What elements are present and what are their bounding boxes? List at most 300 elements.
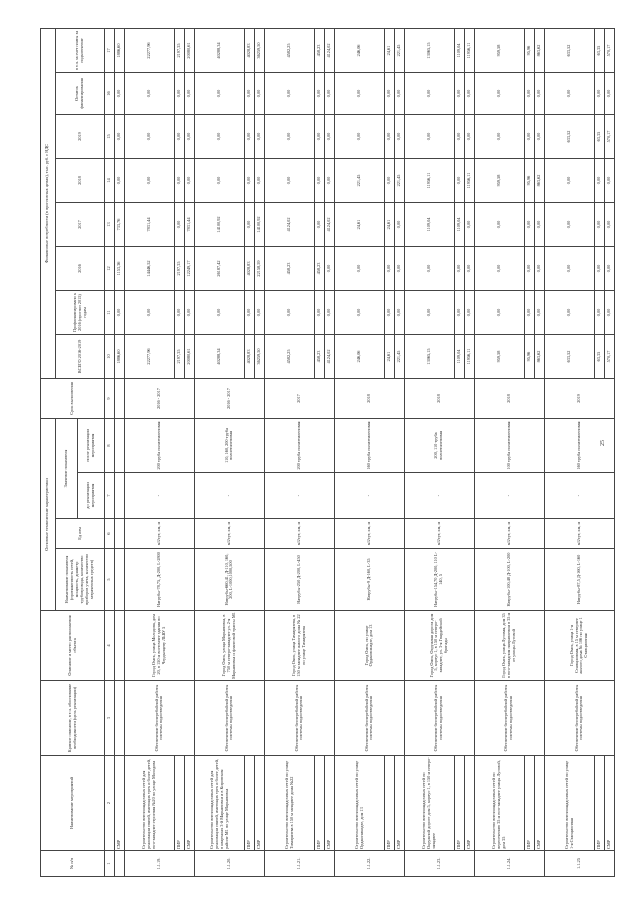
value-cell: 0,00 bbox=[315, 159, 325, 203]
value-cell: 0,00 bbox=[175, 203, 185, 247]
value-cell: 0,00 bbox=[185, 73, 195, 115]
value-cell: 0,00 bbox=[395, 203, 405, 247]
value-cell: 7831,44 bbox=[185, 203, 195, 247]
value-cell: 0,00 bbox=[385, 115, 395, 159]
item-after: 160 труба полиэтиленовая bbox=[544, 419, 614, 473]
item-before: - bbox=[125, 473, 195, 519]
value-cell: 0,00 bbox=[245, 73, 255, 115]
item-location: Город Омск, улица Тимирязева, в 150 м западнее жилого дома № 22 по улице Тимирязева bbox=[264, 611, 334, 681]
row-label: ПИР bbox=[315, 756, 325, 851]
value-cell: 0,00 bbox=[535, 115, 545, 159]
hdr-unit: Ед изм bbox=[55, 519, 105, 549]
value-cell: 0,00 bbox=[525, 291, 535, 335]
row-label: ПИР bbox=[595, 756, 605, 851]
empty-cell bbox=[115, 473, 125, 519]
item-location: Город Омск, по улице Орджоникидзе, дом 13 bbox=[334, 611, 404, 681]
hdr-prof: Профинансировано к 2016 (прогноз 2015) годам bbox=[55, 291, 105, 335]
value-cell: 0,00 bbox=[194, 73, 244, 115]
item-after: 160 труба полиэтиленовая bbox=[334, 419, 404, 473]
item-unit: м3/сут, км, м bbox=[194, 519, 264, 549]
item-before: - bbox=[544, 473, 614, 519]
hdr-2018: 2018 bbox=[55, 159, 105, 203]
value-cell: 2197,35 bbox=[175, 335, 185, 379]
value-cell: 7831,44 bbox=[125, 203, 175, 247]
value-cell: 0,00 bbox=[334, 247, 384, 291]
column-number: 7 bbox=[105, 473, 115, 519]
value-cell: 0,00 bbox=[474, 291, 524, 335]
rotated-table-area bbox=[40, 30, 615, 877]
item-name: Строительство внеплощадочных сетей для реализации связей, имеющих трех и более детей, юго-западнее строения №20 по улице Молодова bbox=[125, 756, 175, 851]
item-after: 200 труба полиэтиленовая bbox=[125, 419, 195, 473]
item-term: 2017 bbox=[264, 379, 334, 419]
value-cell: 95,96 bbox=[525, 335, 535, 379]
value-cell: 0,00 bbox=[264, 159, 314, 203]
value-cell: 0,00 bbox=[175, 73, 185, 115]
column-number: 5 bbox=[105, 549, 115, 611]
row-label: СМР bbox=[115, 756, 125, 851]
hdr-after: после реализации мероприятия bbox=[78, 419, 105, 473]
item-parameter: Натрубы-250 Д-200, L-450 bbox=[264, 549, 334, 611]
value-cell: 0,00 bbox=[544, 291, 594, 335]
value-cell: 36259,50 bbox=[255, 335, 265, 379]
value-cell: 0,00 bbox=[605, 73, 615, 115]
value-cell: 0,00 bbox=[395, 73, 405, 115]
hdr-2017: 2017 bbox=[55, 203, 105, 247]
row-label: ПИР bbox=[245, 756, 255, 851]
item-unit: м3/сут, км, м bbox=[404, 519, 474, 549]
hdr-location: Описание и место расположения объекта bbox=[41, 611, 105, 681]
value-cell: 0,00 bbox=[175, 159, 185, 203]
hdr-2016: 2016 bbox=[55, 247, 105, 291]
value-cell: 959,58 bbox=[474, 335, 524, 379]
value-cell: 0,00 bbox=[245, 159, 255, 203]
value-cell: 0,00 bbox=[385, 291, 395, 335]
item-parameter: Натрубы-9 Д-160, L-35 bbox=[334, 549, 404, 611]
value-cell: 0,00 bbox=[325, 115, 335, 159]
value-cell: 4582,25 bbox=[264, 29, 314, 73]
value-cell: 22277,96 bbox=[125, 29, 175, 73]
value-cell: 733,76 bbox=[115, 203, 125, 247]
item-description: Обеспечение бесперебойной работы системы водоотведения bbox=[125, 681, 195, 756]
value-cell: 0,00 bbox=[474, 73, 524, 115]
value-cell: 570,17 bbox=[605, 29, 615, 73]
value-cell: 1109,04 bbox=[455, 203, 465, 247]
item-parameter: Натрубы-100,48 Д-100, L-200 bbox=[474, 549, 544, 611]
value-cell: 1109,04 bbox=[455, 29, 465, 73]
value-cell: 0,00 bbox=[125, 291, 175, 335]
value-cell: 22158,59 bbox=[255, 247, 265, 291]
value-cell: 13065,15 bbox=[404, 29, 454, 73]
table-row bbox=[474, 29, 524, 877]
value-cell: 221,45 bbox=[395, 159, 405, 203]
value-cell: 0,00 bbox=[194, 115, 244, 159]
item-before: - bbox=[474, 473, 544, 519]
row-label: ПИР bbox=[385, 756, 395, 851]
item-location: Город Омск, улица Молодова, дом 20, в 150 м восточнее здания по Чердынцеву ЛЬВУ 5 bbox=[125, 611, 195, 681]
value-cell: 0,00 bbox=[395, 291, 405, 335]
value-cell: 959,58 bbox=[474, 29, 524, 73]
value-cell: 0,00 bbox=[465, 291, 475, 335]
value-cell: 20080,61 bbox=[185, 29, 195, 73]
value-cell: 40288,34 bbox=[194, 335, 244, 379]
value-cell: 4124,02 bbox=[325, 335, 335, 379]
value-cell: 221,45 bbox=[395, 335, 405, 379]
row-label: СМР bbox=[605, 756, 615, 851]
value-cell: 0,00 bbox=[185, 291, 195, 335]
value-cell: 0,00 bbox=[325, 291, 335, 335]
value-cell: 1886,60 bbox=[115, 335, 125, 379]
value-cell: 0,00 bbox=[194, 159, 244, 203]
value-cell: 0,00 bbox=[115, 291, 125, 335]
item-term: 2018 bbox=[474, 379, 544, 419]
value-cell: 0,00 bbox=[404, 247, 454, 291]
value-cell: 26187,42 bbox=[194, 247, 244, 291]
column-number: 14 bbox=[105, 159, 115, 203]
item-name: Строительство внеплощадочных сетей по улице Орджоникидзе, дом 13 bbox=[334, 756, 384, 851]
column-number: 9 bbox=[105, 379, 115, 419]
item-after: 200, 110 труба полиэтиленовая bbox=[404, 419, 474, 473]
column-number: 11 bbox=[105, 291, 115, 335]
item-unit: м3/сут, км, м bbox=[474, 519, 544, 549]
row-label: СМР bbox=[255, 756, 265, 851]
hdr-name: Наименование мероприятий bbox=[41, 756, 105, 851]
value-cell: 4028,83 bbox=[245, 335, 255, 379]
value-cell: 0,00 bbox=[455, 115, 465, 159]
item-before: - bbox=[334, 473, 404, 519]
value-cell: 0,00 bbox=[255, 291, 265, 335]
column-number: 16 bbox=[105, 73, 115, 115]
item-term: 2016 - 2017 bbox=[125, 379, 195, 419]
column-number: 13 bbox=[105, 203, 115, 247]
item-name: Строительство внеплощадочных сетей по пересечению 35 м юго-западнее улицы Луговой, дом 35 bbox=[474, 756, 524, 851]
value-cell: 863,62 bbox=[535, 159, 545, 203]
value-cell: 458,23 bbox=[264, 247, 314, 291]
value-cell: 0,00 bbox=[334, 73, 384, 115]
item-unit: м3/сут, км, м bbox=[125, 519, 195, 549]
value-cell: 0,00 bbox=[544, 203, 594, 247]
value-cell: 0,00 bbox=[125, 159, 175, 203]
hdr-tech-group: Основные технические характеристики bbox=[41, 419, 56, 611]
hdr-before: до реализации мероприятия bbox=[78, 473, 105, 519]
value-cell: 863,62 bbox=[535, 29, 545, 73]
row-label: ПИР bbox=[525, 756, 535, 851]
hdr-fin-group: Финансовые потребности (в прогнозных ценах), тыс. руб. с НДС bbox=[41, 29, 56, 379]
item-location: Город Омск, улица 1-я Станционная, в 15 м севернее жилого дома № 106 по улице 1 Станционная bbox=[544, 611, 614, 681]
value-cell: 0,00 bbox=[455, 73, 465, 115]
item-number: 1.1.21. bbox=[264, 851, 334, 877]
item-parameter: Натрубы-154,70 Д-200, 110 L-140, 5 bbox=[404, 549, 474, 611]
value-cell: 14100,92 bbox=[255, 203, 265, 247]
value-cell: 0,00 bbox=[404, 291, 454, 335]
value-cell: 0,00 bbox=[465, 73, 475, 115]
item-number: 1.1.23. bbox=[404, 851, 474, 877]
item-number: 1.1.22. bbox=[334, 851, 404, 877]
value-cell: 40288,34 bbox=[194, 29, 244, 73]
value-cell: 0,00 bbox=[525, 115, 535, 159]
value-cell: 0,00 bbox=[315, 73, 325, 115]
value-cell: 63,35 bbox=[595, 115, 605, 159]
value-cell: 63,35 bbox=[595, 335, 605, 379]
value-cell: 0,00 bbox=[605, 247, 615, 291]
value-cell: 0,00 bbox=[315, 291, 325, 335]
value-cell: 458,23 bbox=[315, 335, 325, 379]
hdr-2019: 2019 bbox=[55, 115, 105, 159]
value-cell: 22277,96 bbox=[125, 335, 175, 379]
column-number: 1 bbox=[105, 851, 115, 877]
value-cell: 24,61 bbox=[385, 29, 395, 73]
value-cell: 0,00 bbox=[474, 203, 524, 247]
value-cell: 95,96 bbox=[525, 159, 535, 203]
row-label: СМР bbox=[395, 756, 405, 851]
value-cell: 0,00 bbox=[595, 247, 605, 291]
item-description: Обеспечение бесперебойной работы системы водоотведения bbox=[474, 681, 544, 756]
hdr-total: ВСЕГО 2016-2019 bbox=[55, 335, 105, 379]
column-number: 12 bbox=[105, 247, 115, 291]
item-before: - bbox=[404, 473, 474, 519]
value-cell: 1109,04 bbox=[404, 203, 454, 247]
value-cell: 13065,15 bbox=[404, 335, 454, 379]
value-cell: 0,00 bbox=[255, 115, 265, 159]
value-cell: 0,00 bbox=[404, 73, 454, 115]
value-cell: 0,00 bbox=[175, 291, 185, 335]
item-term: 2018 bbox=[404, 379, 474, 419]
item-parameter: Натрубы-660,41, Д-110, 160, 200, L-1000,1000,500 bbox=[194, 549, 264, 611]
value-cell: 458,23 bbox=[315, 29, 325, 73]
value-cell: 221,45 bbox=[334, 159, 384, 203]
value-cell: 1153,36 bbox=[115, 247, 125, 291]
value-cell: 0,00 bbox=[455, 159, 465, 203]
value-cell: 12249,17 bbox=[185, 247, 195, 291]
item-unit: м3/сут, км, м bbox=[334, 519, 404, 549]
value-cell: 0,00 bbox=[125, 115, 175, 159]
value-cell: 0,00 bbox=[544, 73, 594, 115]
value-cell: 246,06 bbox=[334, 29, 384, 73]
column-number: 2 bbox=[105, 756, 115, 851]
empty-cell bbox=[115, 379, 125, 419]
value-cell: 4028,83 bbox=[245, 29, 255, 73]
value-cell: 11956,11 bbox=[465, 335, 475, 379]
value-cell: 20080,61 bbox=[185, 335, 195, 379]
value-cell: 0,00 bbox=[395, 115, 405, 159]
value-cell: 221,45 bbox=[395, 29, 405, 73]
value-cell: 4124,02 bbox=[264, 203, 314, 247]
value-cell: 633,52 bbox=[544, 335, 594, 379]
value-cell: 959,58 bbox=[474, 159, 524, 203]
empty-cell bbox=[115, 519, 125, 549]
value-cell: 11956,11 bbox=[465, 29, 475, 73]
hdr-param: Наименование показателя (протяженность сетей, мощность, диаметр трубопровода, количество приборов учета, количество затраченных средств) bbox=[55, 549, 105, 611]
item-term: 2016 - 2017 bbox=[194, 379, 264, 419]
value-cell: 24,61 bbox=[334, 203, 384, 247]
value-cell: 0,00 bbox=[334, 115, 384, 159]
value-cell: 633,52 bbox=[544, 29, 594, 73]
value-cell: 2197,35 bbox=[175, 29, 185, 73]
value-cell: 863,62 bbox=[535, 335, 545, 379]
item-after: 110, 160, 200 труба полиэтиленовая bbox=[194, 419, 264, 473]
value-cell: 0,00 bbox=[264, 115, 314, 159]
row-label: СМР bbox=[465, 756, 475, 851]
value-cell: 0,00 bbox=[404, 115, 454, 159]
value-cell: 0,00 bbox=[455, 247, 465, 291]
row-label: СМР bbox=[535, 756, 545, 851]
table-row bbox=[334, 29, 384, 877]
value-cell: 4124,02 bbox=[325, 29, 335, 73]
empty-cell bbox=[115, 549, 125, 611]
item-number: 1.1.19. bbox=[125, 851, 195, 877]
item-number: 1.1.24. bbox=[474, 851, 544, 877]
value-cell: 1886,60 bbox=[115, 29, 125, 73]
row-num-cell bbox=[115, 851, 125, 877]
value-cell: 0,00 bbox=[535, 73, 545, 115]
item-description: Обеспечение бесперебойной работы системы водоотведения bbox=[334, 681, 404, 756]
item-after: 200 труба полиэтиленовая bbox=[264, 419, 334, 473]
value-cell: 0,00 bbox=[185, 115, 195, 159]
value-cell: 0,00 bbox=[245, 291, 255, 335]
value-cell: 0,00 bbox=[525, 73, 535, 115]
item-name: Строительство внеплощадочных сетей по Окружной дороге дом 5, корпус 1, в 150 м северо-западнее bbox=[404, 756, 454, 851]
value-cell: 24,61 bbox=[385, 335, 395, 379]
item-parameter: Натрубы-87,5 Д-160, L-160 bbox=[544, 549, 614, 611]
item-number: 1.1.20. bbox=[194, 851, 264, 877]
row-label: СМР bbox=[185, 756, 195, 851]
column-number: 4 bbox=[105, 611, 115, 681]
value-cell: 0,00 bbox=[595, 203, 605, 247]
value-cell: 14446,52 bbox=[125, 247, 175, 291]
value-cell: 0,00 bbox=[264, 73, 314, 115]
item-description: Обеспечение бесперебойной работы системы водоотведения bbox=[264, 681, 334, 756]
value-cell: 0,00 bbox=[194, 291, 244, 335]
value-cell: 0,00 bbox=[465, 203, 475, 247]
value-cell: 0,00 bbox=[535, 291, 545, 335]
value-cell: 0,00 bbox=[315, 203, 325, 247]
row-label: СМР bbox=[325, 756, 335, 851]
value-cell: 4028,83 bbox=[245, 247, 255, 291]
item-number: 1.1.25 bbox=[544, 851, 614, 877]
item-name: Строительство внеплощадочных сетей по улице 1-я Станционная bbox=[544, 756, 594, 851]
value-cell: 0,00 bbox=[325, 159, 335, 203]
value-cell: 11956,11 bbox=[465, 159, 475, 203]
hdr-term: Срок выполнения bbox=[41, 379, 105, 419]
value-cell: 95,96 bbox=[525, 29, 535, 73]
value-cell: 458,23 bbox=[315, 247, 325, 291]
value-cell: 2197,35 bbox=[175, 247, 185, 291]
value-cell: 0,00 bbox=[465, 115, 475, 159]
value-cell: 570,17 bbox=[605, 115, 615, 159]
hdr-incl: в т.ч. за счет платы за подключение bbox=[55, 29, 105, 73]
item-after: 100 труба полиэтиленовая bbox=[474, 419, 544, 473]
table-row bbox=[404, 29, 454, 877]
item-description: Обеспечение бесперебойной работы системы водоотведения bbox=[404, 681, 474, 756]
value-cell: 0,00 bbox=[395, 247, 405, 291]
value-cell: 11956,11 bbox=[404, 159, 454, 203]
value-cell: 0,00 bbox=[245, 203, 255, 247]
hdr-remain: Остаток финансирования bbox=[55, 73, 105, 115]
value-cell: 0,00 bbox=[115, 159, 125, 203]
value-cell: 63,35 bbox=[595, 29, 605, 73]
value-cell: 0,00 bbox=[535, 247, 545, 291]
value-cell: 4582,25 bbox=[264, 335, 314, 379]
value-cell: 0,00 bbox=[325, 73, 335, 115]
table-row bbox=[264, 29, 314, 877]
hdr-desc: Краткое описание, в т.ч. обоснование необходимости (цель реализации) bbox=[41, 681, 105, 756]
item-name: Строительство внеплощадочных сетей для реализации связей, имеющих трех и более детей, в кварталах 3-й Марьяновки и в Кировском районе М1 по улице Марьяновка bbox=[194, 756, 244, 851]
table-row bbox=[125, 29, 175, 877]
value-cell: 0,00 bbox=[385, 73, 395, 115]
value-cell: 0,00 bbox=[525, 247, 535, 291]
value-cell: 246,06 bbox=[334, 335, 384, 379]
value-cell: 0,00 bbox=[264, 291, 314, 335]
value-cell: 0,00 bbox=[255, 73, 265, 115]
value-cell: 0,00 bbox=[245, 115, 255, 159]
item-location: Город Омск, улица Марьяновка, в 750 м северо-западнее ул. 2-я Марьяновка и фланговой трассы М1 bbox=[194, 611, 264, 681]
value-cell: 0,00 bbox=[385, 247, 395, 291]
value-cell: 0,00 bbox=[325, 247, 335, 291]
value-cell: 24,61 bbox=[385, 203, 395, 247]
financial-needs-table bbox=[40, 28, 615, 877]
value-cell: 0,00 bbox=[455, 291, 465, 335]
value-cell: 570,17 bbox=[605, 335, 615, 379]
value-cell: 4124,02 bbox=[325, 203, 335, 247]
value-cell: 14100,92 bbox=[194, 203, 244, 247]
column-number: 15 bbox=[105, 115, 115, 159]
item-description: Обеспечение бесперебойной работы системы водоотведения bbox=[544, 681, 614, 756]
value-cell: 36259,50 bbox=[255, 29, 265, 73]
item-name: Строительство внеплощадочных сетей по улице Тимирязева в 150 м западнее дома №22 bbox=[264, 756, 314, 851]
empty-cell bbox=[115, 681, 125, 756]
item-before: - bbox=[264, 473, 334, 519]
hdr-num: № п/п bbox=[41, 851, 105, 877]
item-location: Город Омск, Окружная дорога дом 5, корпус 1, в 150 м северо-западнее, ул. 3-я Гвардейской бригады bbox=[404, 611, 474, 681]
item-term: 2018 bbox=[334, 379, 404, 419]
page-number: 25 bbox=[600, 440, 606, 446]
column-number: 3 bbox=[105, 681, 115, 756]
value-cell: 1109,04 bbox=[455, 335, 465, 379]
row-label: ПИР bbox=[175, 756, 185, 851]
column-number: 8 bbox=[105, 419, 115, 473]
value-cell: 0,00 bbox=[535, 203, 545, 247]
table-row bbox=[194, 29, 244, 877]
value-cell: 0,00 bbox=[544, 159, 594, 203]
item-before: - bbox=[194, 473, 264, 519]
value-cell: 0,00 bbox=[255, 159, 265, 203]
empty-cell bbox=[115, 419, 125, 473]
value-cell: 0,00 bbox=[115, 73, 125, 115]
value-cell: 0,00 bbox=[465, 247, 475, 291]
value-cell: 0,00 bbox=[185, 159, 195, 203]
item-description: Обеспечение бесперебойной работы системы водоотведения bbox=[194, 681, 264, 756]
item-term: 2019 bbox=[544, 379, 614, 419]
value-cell: 0,00 bbox=[595, 159, 605, 203]
value-cell: 0,00 bbox=[125, 73, 175, 115]
value-cell: 0,00 bbox=[605, 159, 615, 203]
column-number: 6 bbox=[105, 519, 115, 549]
item-parameter: Натрубы-78,75, Д-200, L-2800 bbox=[125, 549, 195, 611]
value-cell: 633,52 bbox=[544, 115, 594, 159]
value-cell: 0,00 bbox=[474, 247, 524, 291]
row-label: ПИР bbox=[455, 756, 465, 851]
value-cell: 0,00 bbox=[544, 247, 594, 291]
column-number: 17 bbox=[105, 29, 115, 73]
value-cell: 0,00 bbox=[315, 115, 325, 159]
value-cell: 0,00 bbox=[334, 291, 384, 335]
value-cell: 0,00 bbox=[605, 291, 615, 335]
value-cell: 0,00 bbox=[175, 115, 185, 159]
item-unit: м3/сут, км, м bbox=[264, 519, 334, 549]
value-cell: 0,00 bbox=[474, 115, 524, 159]
hdr-value-group: Значение показателя bbox=[55, 419, 78, 519]
table-row bbox=[544, 29, 594, 877]
item-location: Город Омск, улица Луговая, дом 35 в юго-западном направлении в 35 м от улицы Луговой bbox=[474, 611, 544, 681]
